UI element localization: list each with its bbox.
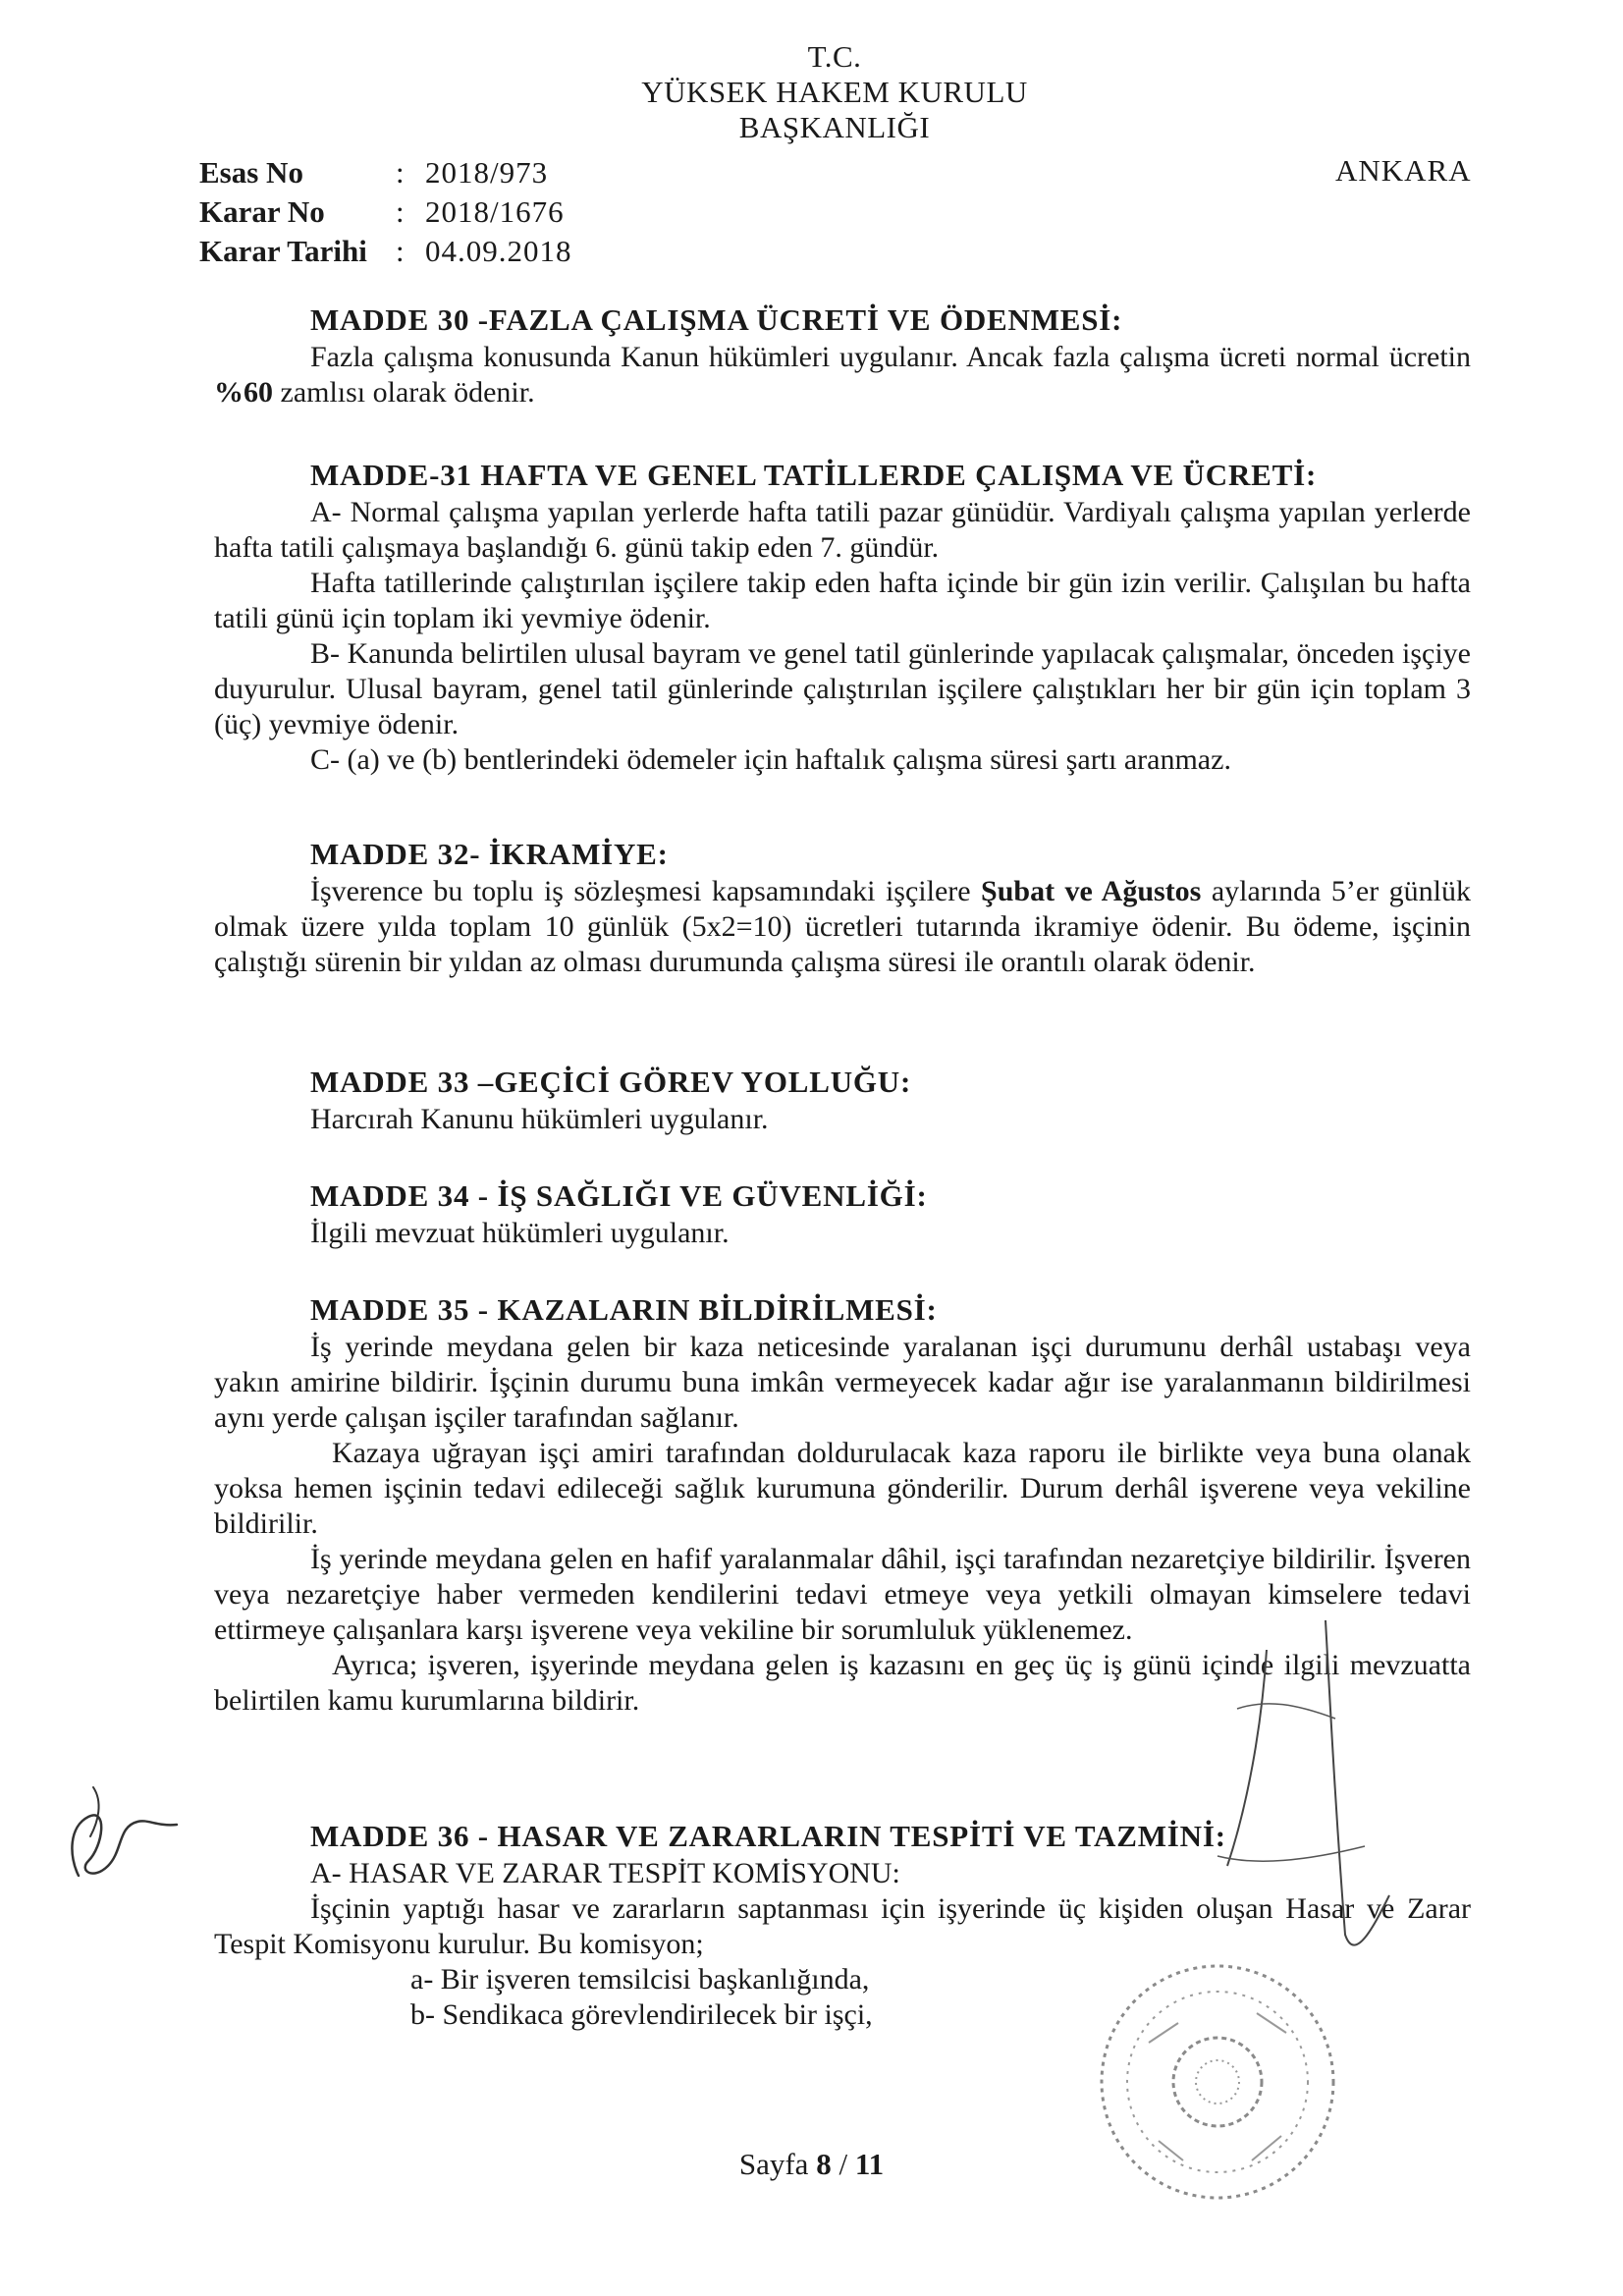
esas-colon: : [396,155,405,190]
article-36-item-a: a- Bir işveren temsilcisi başkanlığında, [410,1963,870,1995]
official-stamp-icon [1090,1954,1345,2210]
article-31 [214,458,1471,778]
article-36-subtitle: A- HASAR VE ZARAR TESPİT KOMİSYONU: [310,1857,900,1889]
article-32-p1 [214,874,1471,980]
karar-value: 2018/1676 [425,194,565,229]
page-separator: / [831,2147,855,2181]
article-33 [214,1065,1471,1137]
article-30-p1 [214,340,1471,410]
article-32-months: Şubat ve Ağustos [981,875,1202,907]
page-current: 8 [816,2147,832,2181]
header-city: ANKARA [1335,153,1472,188]
article-34-title: MADDE 34 - İŞ SAĞLIĞI VE GÜVENLİĞİ: [310,1178,928,1213]
article-34 [214,1178,1471,1251]
karar-label: Karar No [199,194,325,229]
article-31-p1: A- Normal çalışma yapılan yerlerde hafta tatili pazar günüdür. Vardiyalı çalışma yapılan yerlerde hafta tatili çalışmaya başlandığı 6. günü takip eden 7. gündür. [214,496,1471,564]
article-36-title: MADDE 36 - HASAR VE ZARARLARIN TESPİTİ VE TAZMİNİ: [310,1819,1226,1853]
article-31-p3: B- Kanunda belirtilen ulusal bayram ve genel tatil günlerinde yapılacak çalışmalar, önceden işçiye duyurulur. Ulusal bayram, genel tatil günlerinde çalıştırılan işçilere çalıştıkları her bir gün için toplam 3 (üç) yevmiye ödenir. [214,637,1471,740]
article-36-p1: İşçinin yaptığı hasar ve zararların saptanması için işyerinde üç kişiden oluşan Hasar ve Zarar Tespit Komisyonu kurulur. Bu komisyon; [214,1892,1471,1960]
tarih-label: Karar Tarihi [199,234,367,268]
article-30 [214,302,1471,410]
article-33-title: MADDE 33 –GEÇİCİ GÖREV YOLLUĞU: [310,1065,912,1099]
signature-icon [1208,1611,1404,2003]
article-35-p2: Kazaya uğrayan işçi amiri tarafından doldurulacak kaza raporu ile birlikte veya buna olanak yoksa hemen işçinin tedavi edileceği sağlık kurumuna gönderilir. Durum derhâl işverene veya vekiline bildirilir. [214,1437,1471,1540]
article-30-title: MADDE 30 -FAZLA ÇALIŞMA ÜCRETİ VE ÖDENMESİ: [310,302,1123,337]
article-31-p4: C- (a) ve (b) bentlerindeki ödemeler için haftalık çalışma süresi şartı aranmaz. [310,743,1231,776]
article-30-rate: %60 [214,376,273,409]
handwritten-initial-icon [49,1768,187,1905]
article-30-p1-text-a: Fazla çalışma konusunda Kanun hükümleri uygulanır. Ancak fazla çalışma ücreti normal ücretin [310,341,1471,373]
case-meta [199,153,572,271]
article-36-item-b: b- Sendikaca görevlendirilecek bir işçi, [410,1998,873,2031]
esas-row [199,153,572,192]
page-prefix: Sayfa [738,2147,817,2181]
header-presidency: BAŞKANLIĞI [738,110,931,144]
document-header [550,39,1119,145]
tarih-colon: : [396,234,405,268]
article-35-title: MADDE 35 - KAZALARIN BİLDİRİLMESİ: [310,1292,938,1327]
page-number [0,2147,1623,2182]
article-35-p4: Ayrıca; işveren, işyerinde meydana gelen iş kazasını en geç üç iş günü içinde ilgili mevzuatta belirtilen kamu kurumlarına bildirir. [214,1649,1471,1717]
header-institution: YÜKSEK HAKEM KURULU [641,75,1028,109]
article-33-p1: Harcırah Kanunu hükümleri uygulanır. [310,1103,769,1135]
page-total: 11 [854,2147,885,2181]
article-32 [214,837,1471,980]
article-32-p1-text-a: İşverence bu toplu iş sözleşmesi kapsamındaki işçilere [310,875,982,907]
esas-label: Esas No [199,155,303,190]
article-32-p1-text-c: aylarında 5’er günlük olmak üzere yılda toplam 10 günlük (5x2=10) ücretleri tutarında ikramiye ödenir. Bu ödeme, işçinin çalıştığı sürenin bir yıldan az olması durumunda çalışma süresi ile orantılı olarak ödenir. [214,875,1471,978]
article-31-title: MADDE-31 HAFTA VE GENEL TATİLLERDE ÇALIŞMA VE ÜCRETİ: [310,458,1318,492]
article-31-p2: Hafta tatillerinde çalıştırılan işçilere takip eden hafta içinde bir gün izin verilir. Çalışılan bu hafta tatili günü için toplam iki yevmiye ödenir. [214,567,1471,634]
article-35-p3: İş yerinde meydana gelen en hafif yaralanmalar dâhil, işçi tarafından nezaretçiye bildirilir. İşveren veya nezaretçiye haber vermeden kendilerini tedavi etmeye veya yetkili olmayan kimselere tedavi ettirmeye çalışanlara karşı işverene veya vekiline bir sorumluluk yüklenemez. [214,1543,1471,1646]
tarih-row [199,232,572,271]
esas-value: 2018/973 [425,155,549,190]
article-32-title: MADDE 32- İKRAMİYE: [310,837,669,871]
karar-row [199,192,572,232]
tarih-value: 04.09.2018 [425,234,572,268]
karar-colon: : [396,194,405,229]
article-34-p1: İlgili mevzuat hükümleri uygulanır. [310,1217,730,1249]
article-30-p1-text-c: zamlısı olarak ödenir. [273,376,535,409]
article-35-p1: İş yerinde meydana gelen bir kaza neticesinde yaralanan işçi durumunu derhâl ustabaşı veya yakın amirine bildirir. İşçinin durumu buna imkân vermeyecek kadar ağır ise yaralanmanın bildirilmesi aynı yerde çalışan işçiler tarafından sağlanır. [214,1331,1471,1434]
header-tc: T.C. [807,39,862,74]
